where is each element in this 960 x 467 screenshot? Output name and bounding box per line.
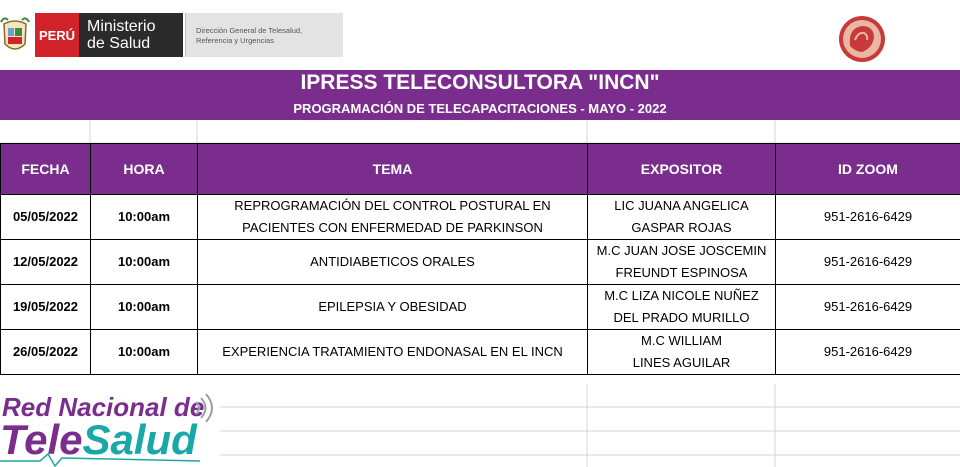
cell-fecha: 19/05/2022 — [1, 285, 91, 330]
peru-badge: PERÚ — [35, 13, 79, 57]
cell-fecha: 26/05/2022 — [1, 330, 91, 375]
ministry-line1: Ministerio — [87, 18, 156, 35]
logo-salud: Salud — [82, 416, 197, 463]
table-row — [1, 285, 960, 330]
cell-zoom: 951-2616-6429 — [776, 285, 960, 330]
col-header-id-zoom: ID ZOOM — [776, 144, 960, 195]
cell-tema: REPROGRAMACIÓN DEL CONTROL POSTURAL EN PACIENTES CON ENFERMEDAD DE PARKINSON — [198, 195, 588, 240]
cell-hora: 10:00am — [91, 285, 198, 330]
table-header-row — [1, 144, 960, 195]
direction-line1: Dirección General de Telesalud, — [196, 26, 303, 35]
cell-hora: 10:00am — [91, 195, 198, 240]
ministry-badge — [79, 13, 183, 57]
col-header-expositor: EXPOSITOR — [588, 144, 776, 195]
logo-line1: Red Nacional de — [2, 392, 205, 422]
cell-expositor: M.C LIZA NICOLE NUÑEZ DEL PRADO MURILLO — [588, 285, 776, 330]
logo-tele: Tele — [0, 416, 83, 463]
cell-tema: EXPERIENCIA TRATAMIENTO ENDONASAL EN EL INCN — [198, 330, 588, 375]
cell-hora: 10:00am — [91, 330, 198, 375]
cell-expositor: M.C JUAN JOSE JOSCEMIN FREUNDT ESPINOSA — [588, 240, 776, 285]
table-row — [1, 195, 960, 240]
svg-text:TeleSalud — [0, 416, 198, 463]
peru-shield-icon — [0, 14, 30, 56]
cell-expositor: LIC JUANA ANGELICA GASPAR ROJAS — [588, 195, 776, 240]
col-header-fecha: FECHA — [1, 144, 91, 195]
table-row — [1, 240, 960, 285]
cell-expositor: M.C WILLIAM LINES AGUILAR — [588, 330, 776, 375]
direction-line2: Referencia y Urgencias — [196, 36, 274, 45]
header-banner — [0, 0, 960, 70]
red-nacional-telesalud-logo — [0, 388, 220, 467]
col-header-tema: TEMA — [198, 144, 588, 195]
col-header-hora: HORA — [91, 144, 198, 195]
cell-tema: ANTIDIABETICOS ORALES — [198, 240, 588, 285]
cell-fecha: 12/05/2022 — [1, 240, 91, 285]
cell-zoom: 951-2616-6429 — [776, 240, 960, 285]
title-band — [0, 70, 960, 120]
cell-zoom: 951-2616-6429 — [776, 195, 960, 240]
direction-badge — [185, 13, 343, 57]
page-subtitle: PROGRAMACIÓN DE TELECAPACITACIONES - MAYO - 2022 — [293, 101, 667, 116]
ministry-line2: de Salud — [87, 35, 151, 52]
page-title: IPRESS TELECONSULTORA "INCN" — [300, 71, 660, 94]
cell-zoom: 951-2616-6429 — [776, 330, 960, 375]
schedule-table — [0, 143, 960, 375]
cell-hora: 10:00am — [91, 240, 198, 285]
incn-logo-icon — [836, 14, 888, 64]
cell-fecha: 05/05/2022 — [1, 195, 91, 240]
cell-tema: EPILEPSIA Y OBESIDAD — [198, 285, 588, 330]
table-row — [1, 330, 960, 375]
